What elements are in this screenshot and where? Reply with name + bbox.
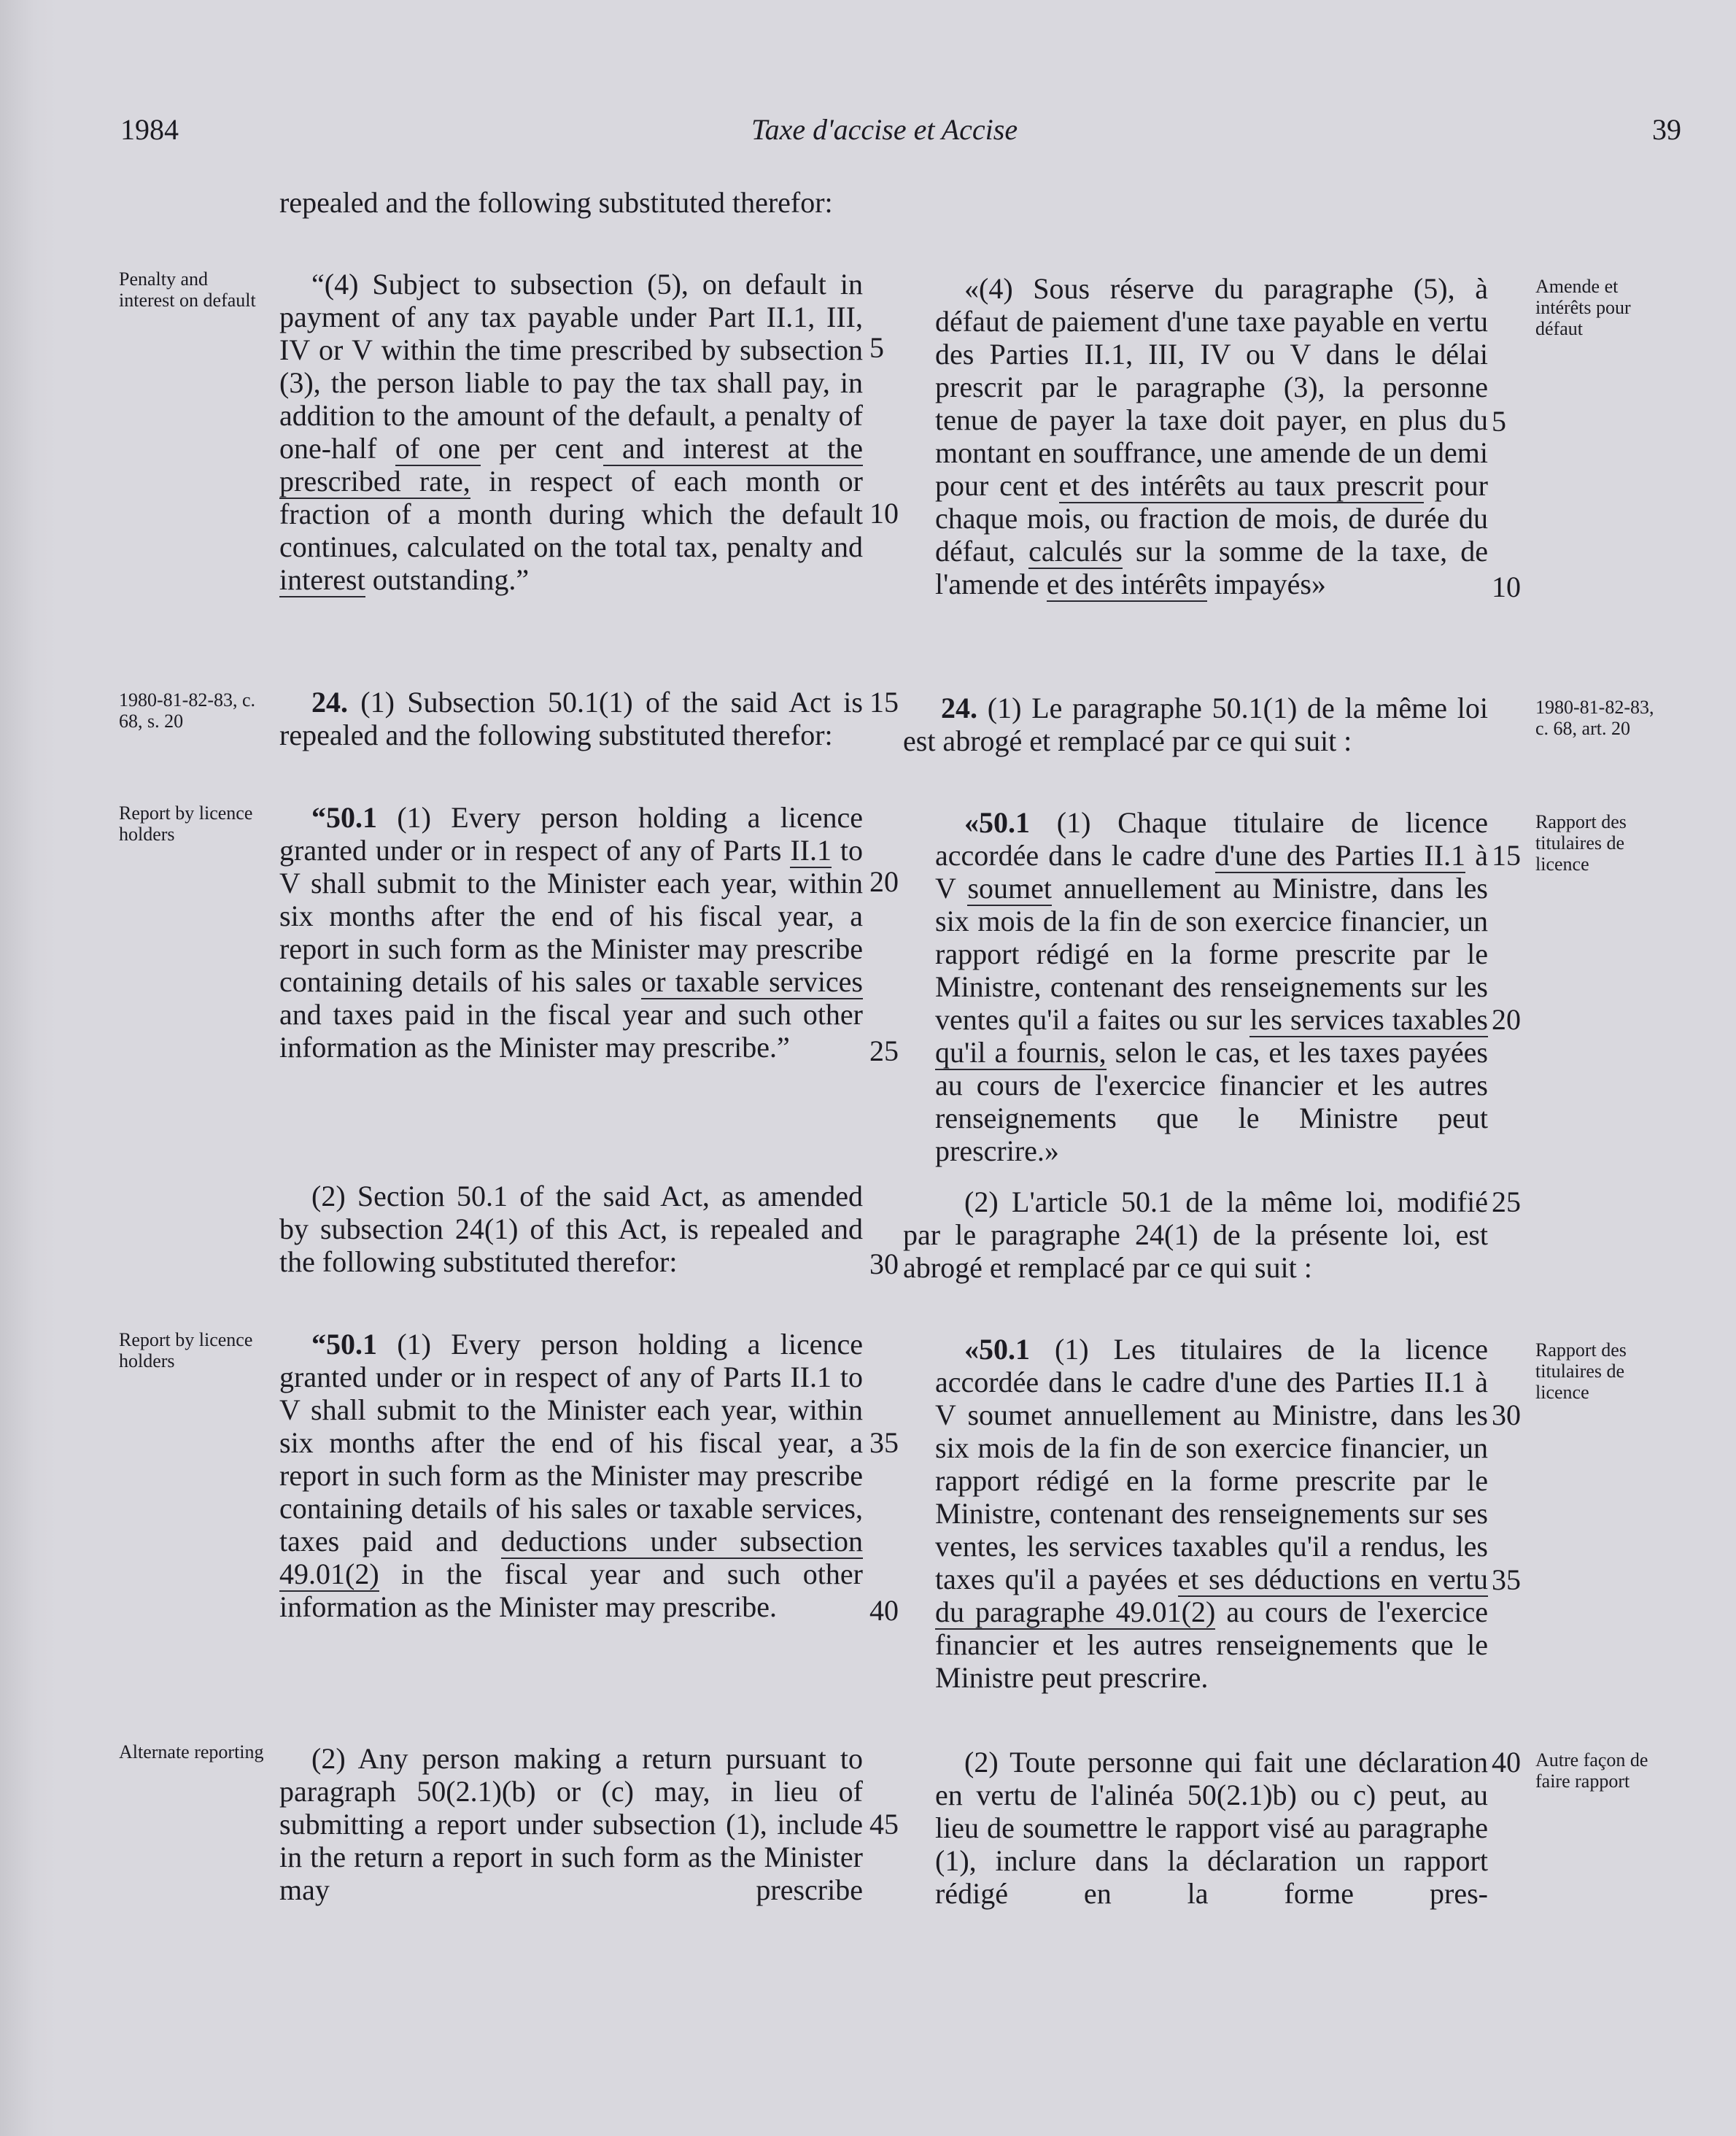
margin-note-alternate: Alternate reporting — [119, 1741, 264, 1762]
line-number: 20 — [869, 865, 899, 898]
fr-article-50-1-modifie: «50.1 (1) Les titulaires de la licence accordée dans le cadre d'une des Parties II.1 à V soumet annuellement au Ministre, dans les six mois de la fin de son exercice financier, un rapport rédigé en la forme prescrite par le Ministre, contenant des renseignements sur ses ventes, les services taxables qu'il a rendus, les taxes qu'il a payées et ses déductions en vertu du paragraphe 49.01(2) au cours de l'exercice financier et les autres renseignements que le Ministre peut prescrire. — [935, 1333, 1489, 1694]
margin-note-autre: Autre façon de faire rapport — [1535, 1749, 1648, 1792]
line-number: 10 — [1492, 570, 1521, 603]
en-section-50-1-amended: “50.1 (1) Every person holding a licence granted under or in respect of any of Parts II.1 to V shall submit to the Minister each year, within six months after the end of his fiscal year, a report in such form as the Minister may prescribe containing details of his sales or taxable services, taxes paid and deductions under subsection 49.01(2) in the fiscal year and such other information as the Minister may prescribe. — [279, 1328, 863, 1623]
line-number: 10 — [869, 497, 899, 530]
line-number: 15 — [869, 686, 899, 719]
line-number: 35 — [869, 1426, 899, 1459]
line-number: 40 — [1492, 1746, 1521, 1779]
margin-note-amende: Amende et intérêts pour défaut — [1535, 276, 1631, 339]
header-title: Taxe d'accise et Accise — [751, 113, 1018, 146]
line-number: 25 — [869, 1034, 899, 1067]
line-number: 30 — [1492, 1398, 1521, 1431]
margin-note-rapport: Rapport des titulaires de licence — [1535, 811, 1627, 875]
line-number: 15 — [1492, 839, 1521, 872]
header-year: 1984 — [120, 113, 179, 146]
line-number: 45 — [869, 1808, 899, 1841]
en-alternate-reporting: (2) Any person making a return pursuant to paragraph 50(2.1)(b) or (c) may, in lieu of submitting a report under subsection (1), include in the return a report in such form as the Minister may prescribe — [279, 1742, 863, 1906]
fr-article-24: 24. (1) Le paragraphe 50.1(1) de la même loi est abrogé et remplacé par ce qui suit : — [903, 692, 1488, 757]
en-subsection-2-amend: (2) Section 50.1 of the said Act, as amended by subsection 24(1) of this Act, is repealed and the following substituted therefor: — [279, 1180, 863, 1278]
margin-note-report-2: Report by licence holders — [119, 1329, 253, 1371]
fr-paragraphe-2-modif: (2) L'article 50.1 de la même loi, modifié par le paragraphe 24(1) de la présente loi, est abrogé et remplacé par ce qui suit : — [903, 1185, 1488, 1284]
margin-note-report: Report by licence holders — [119, 802, 253, 845]
fr-paragraphe-4: «(4) Sous réserve du paragraphe (5), à défaut de paiement d'une taxe payable en vertu des Parties II.1, III, IV ou V dans le délai prescrit par le paragraphe (3), la personne tenue de payer la taxe doit payer, en plus du montant en souffrance, une amende de un demi pour cent et des intérêts au taux prescrit pour chaque mois, ou fraction de mois, de durée du défaut, calculés sur la somme de la taxe, de l'amende et des intérêts impayés» — [935, 272, 1488, 600]
en-continued-text: repealed and the following substituted therefor: — [279, 186, 833, 219]
line-number: 35 — [1492, 1563, 1521, 1596]
fr-autre-rapport: (2) Toute personne qui fait une déclaration en vertu de l'alinéa 50(2.1)b) ou c) peut, au lieu de soumettre le rapport visé au paragraphe (1), inclure dans la déclaration un rapport rédigé en la forme pres- — [935, 1746, 1488, 1910]
line-number: 5 — [869, 331, 884, 364]
page-edge — [0, 0, 57, 2136]
en-section-50-1: “50.1 (1) Every person holding a licence granted under or in respect of any of Parts II.1 to V shall submit to the Minister each year, within six months after the end of his fiscal year, a report in such form as the Minister may prescribe containing details of his sales or taxable services and taxes paid in the fiscal year and such other information as the Minister may prescribe.” — [279, 801, 864, 1064]
line-number: 40 — [869, 1594, 899, 1627]
page-number: 39 — [1652, 113, 1681, 146]
en-subsection-4: “(4) Subject to subsection (5), on default in payment of any tax payable under Part II.1, III, IV or V within the time prescribed by subsection (3), the person liable to pay the tax shall pay, in addition to the amount of the default, a penalty of one-half of one per cent and interest at the prescribed rate, in respect of each month or fraction of a month during which the default continues, calculated on the total tax, penalty and interest outstanding.” — [279, 268, 863, 596]
margin-note-penalty: Penalty and interest on default — [119, 268, 256, 311]
fr-article-50-1: «50.1 (1) Chaque titulaire de licence accordée dans le cadre d'une des Parties II.1 à V soumet annuellement au Ministre, dans les six mois de la fin de son exercice financier, un rapport rédigé en la forme prescrite par le Ministre, contenant des renseignements sur les ventes qu'il a faites ou sur les services taxables qu'il a fournis, selon le cas, et les taxes payées au cours de l'exercice financier et les autres renseignements que le Ministre peut prescrire.» — [935, 806, 1488, 1167]
margin-note-citation: 1980-81-82-83, c. 68, s. 20 — [119, 689, 256, 732]
line-number: 20 — [1492, 1003, 1521, 1036]
line-number: 25 — [1492, 1185, 1521, 1218]
margin-note-citation-fr: 1980-81-82-83, c. 68, art. 20 — [1535, 697, 1654, 739]
line-number: 5 — [1492, 405, 1506, 438]
line-number: 30 — [869, 1247, 899, 1280]
en-section-24: 24. (1) Subsection 50.1(1) of the said Act is repealed and the following substituted therefor: — [279, 686, 863, 751]
margin-note-rapport-2: Rapport des titulaires de licence — [1535, 1339, 1627, 1403]
